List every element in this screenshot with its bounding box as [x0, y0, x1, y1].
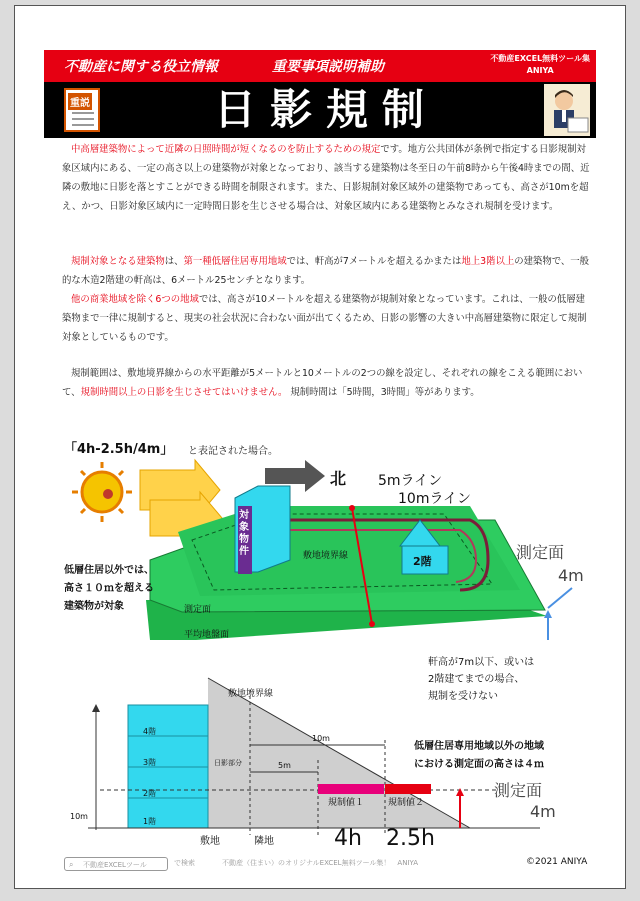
sun-icon: [72, 462, 132, 522]
regulation-2-label: 規制値２: [388, 798, 425, 808]
measure-plane-height: 4m: [558, 566, 584, 585]
height-10m-label: 10m: [70, 812, 88, 821]
diagram-caption: 「4h-2.5h/4m」: [64, 442, 174, 457]
hours-2-5h-label: 2.5h: [386, 826, 435, 851]
neighbor-label: 隣地: [254, 836, 274, 847]
house-label: 2階: [413, 555, 432, 568]
dim-10m-label: 10m: [312, 734, 330, 743]
section-measure-plane: 測定面: [494, 781, 543, 800]
footer-search-box[interactable]: ⌕ 不動産EXCELツール: [64, 857, 168, 871]
right-note: 軒高が7m以下、或いは 2階建てまでの場合、 規制を受けない: [428, 657, 535, 702]
footer-search-suffix: で検索: [174, 859, 195, 867]
target-building-label: 対象物件: [239, 510, 249, 557]
line-5m-label: 5mライン: [378, 473, 443, 489]
regulation-band-2: [385, 784, 431, 794]
floor-1-label: 1階: [143, 817, 157, 826]
floor-4-label: 4階: [143, 727, 157, 736]
hours-4h-label: 4h: [334, 826, 362, 851]
paragraph-1: 中高層建築物によって近隣の日照時間が短くなるのを防止するための規定です。地方公共団体が条例で指定する日影規制対象区域内にある、一定の高さ以上の建築物が対象となっており、該当する建築物は冬至日の午前8時から午後4時までの間、近隣の敷地に日影を落とすことができる時間を制限されます。また、日影規制対象区域外の建築物であっても、高さが10mを超え、かつ、日影対象区域内に一定時間日影を生じさせる場合は、対象区域内にある建築物とみなされ規制を受けます。: [62, 144, 590, 212]
boundary-label: 敷地境界線: [303, 551, 349, 561]
floor-3-label: 3階: [143, 758, 157, 767]
site-label: 敷地: [200, 836, 220, 847]
paragraph-4: 規制範囲は、敷地境界線からの水平距離が5メートルと10メートルの2つの線を設定し、それぞれの線をこえる範囲において、規制時間以上の日影を生じさせてはいけません。 規制時間は「5時間，3時間」等があります。: [62, 368, 583, 398]
diagram-caption-note: と表記された場合。: [188, 446, 278, 457]
copyright: ©2021 ANIYA: [526, 857, 588, 867]
shadow-part-label: 日影部分: [214, 759, 242, 767]
header-subcategory: 重要事項説明補助: [272, 59, 384, 75]
search-icon: ⌕: [69, 860, 74, 869]
footer-tagline: 不動産（住まい）のオリジナルEXCEL無料ツール集！ ANIYA: [222, 859, 419, 867]
header-brand: 不動産EXCEL無料ツール集 ANIYA: [490, 54, 590, 75]
document-icon: 重説: [64, 88, 100, 132]
paragraph-2: 規制対象となる建築物は、第一種低層住居専用地域では、軒高が7メートルを超えるかまたは地上3階以上の建築物で、一般的な木造2階建の軒高は、6メートル25センチとなります。: [62, 256, 590, 286]
average-ground-label: 平均地盤面: [184, 630, 230, 640]
header-category: 不動産に関する役立情報: [64, 59, 218, 75]
measure-plane-title: 測定面: [516, 543, 565, 562]
page-title: 日影規制: [214, 85, 439, 134]
north-label: 北: [330, 469, 347, 488]
regulation-1-label: 規制値１: [328, 798, 365, 808]
line-10m-label: 10mライン: [398, 491, 472, 507]
section-measure-height: 4m: [530, 802, 556, 821]
section-boundary-label: 敷地境界線: [228, 689, 274, 699]
section-note: 低層住居専用地域以外の地域 における測定面の高さは４ｍ: [414, 741, 544, 770]
measure-plane-label: 測定面: [184, 605, 212, 615]
dim-5m-label: 5m: [278, 761, 291, 770]
left-note: 低層住居以外では、 高さ１０ｍを超える 建築物が対象: [64, 565, 154, 612]
floor-2-label: 2階: [143, 789, 157, 798]
paragraph-3: 他の商業地域を除く6つの地域では、高さが10メートルを超える建築物が規制対象となっています。これは、一般の低層建築物まで一律に規制すると、現実の社会状況に合わない面が出てくるため、日影の影響の大きい中高層建築物に限定して規制対象としているものです。: [62, 294, 587, 343]
regulation-band-1: [318, 784, 384, 794]
